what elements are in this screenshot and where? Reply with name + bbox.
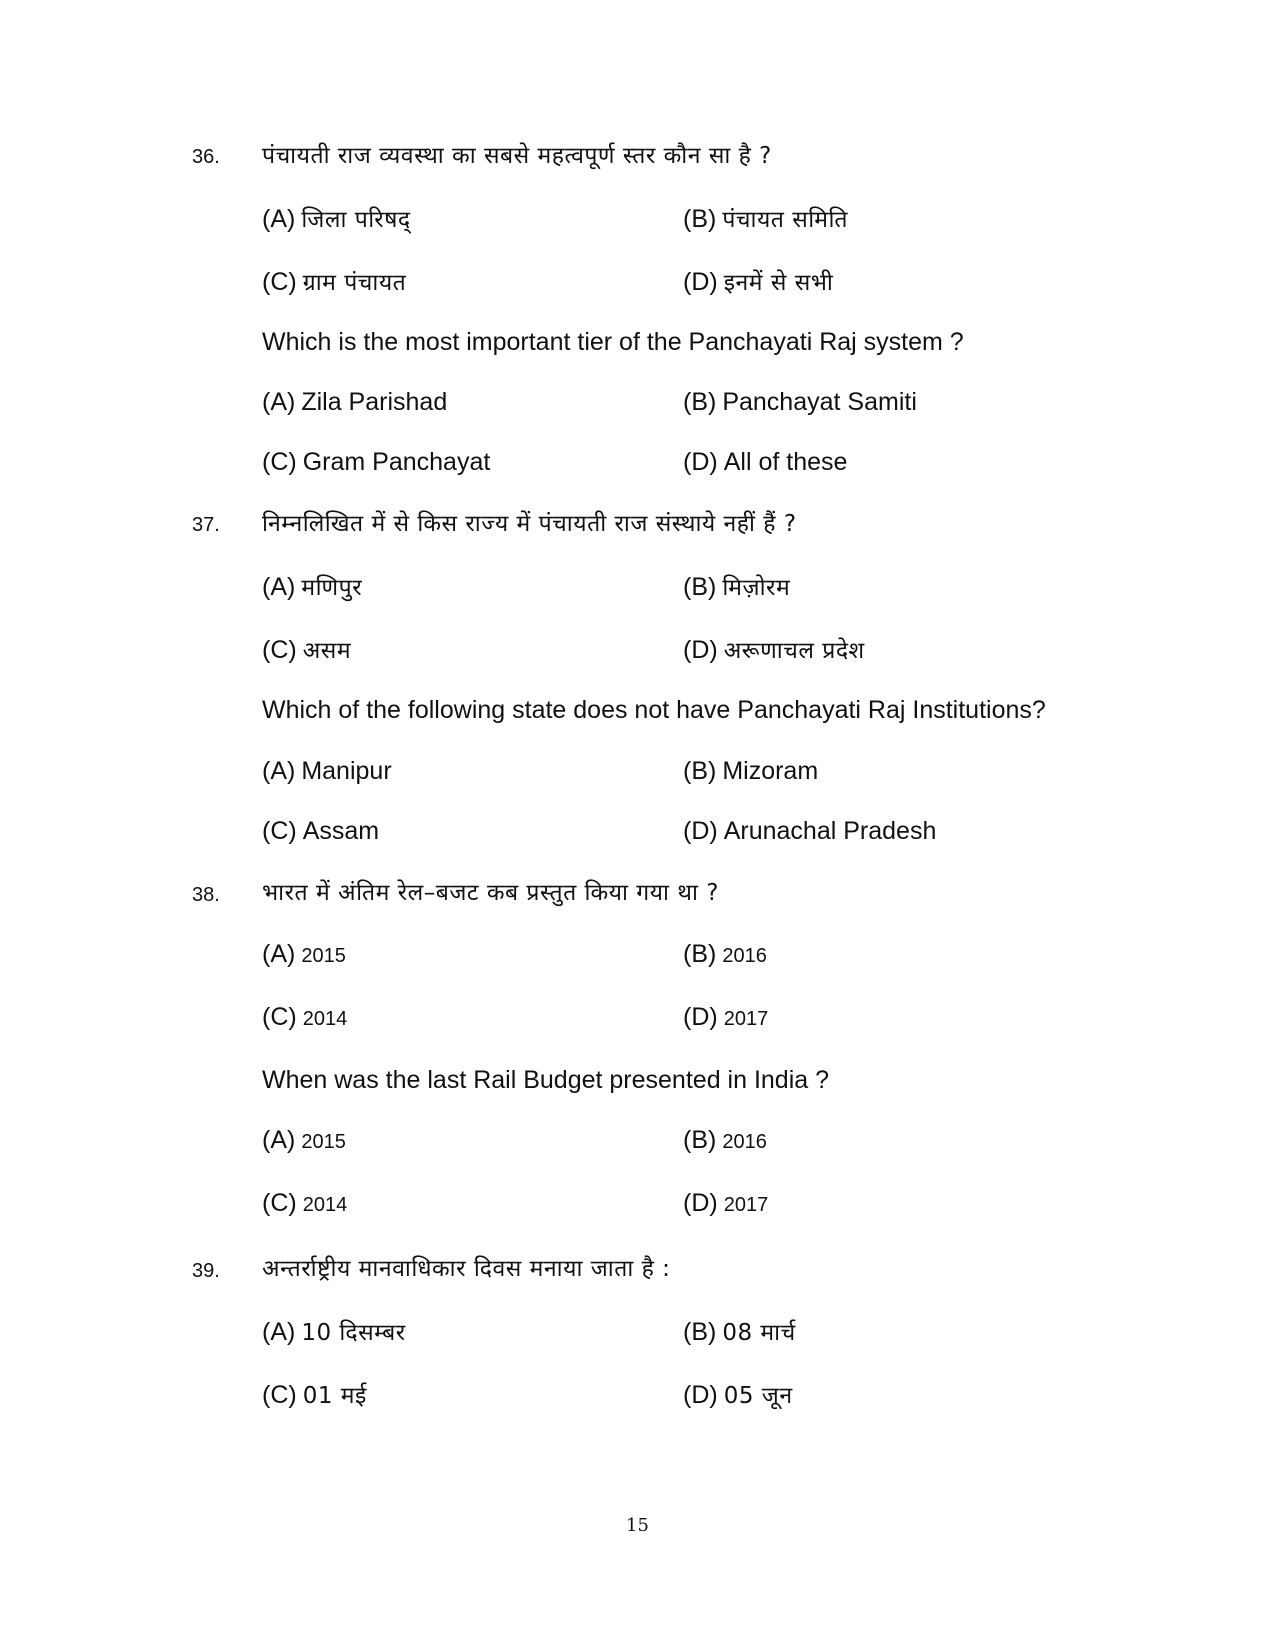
option-a-english: (A) Zila Parishad bbox=[262, 388, 448, 416]
option-b-english: (B) Panchayat Samiti bbox=[683, 388, 917, 416]
option-b-english: (B) 2016 bbox=[683, 1126, 767, 1154]
option-d-hindi: (D) अरूणाचल प्रदेश bbox=[683, 636, 865, 664]
option-d-hindi: (D) इनमें से सभी bbox=[683, 268, 834, 296]
option-c-english: (C) 2014 bbox=[262, 1189, 348, 1217]
page-number: 15 bbox=[626, 1515, 649, 1536]
option-b-hindi: (B) 08 मार्च bbox=[683, 1318, 796, 1346]
option-d-english: (D) Arunachal Pradesh bbox=[683, 817, 937, 845]
option-a-hindi: (A) जिला परिषद् bbox=[262, 205, 411, 233]
option-b-hindi: (B) 2016 bbox=[683, 940, 767, 968]
option-d-english: (D) 2017 bbox=[683, 1189, 769, 1217]
question-text-hindi: पंचायती राज व्यवस्था का सबसे महत्वपूर्ण स्तर कौन सा है ? bbox=[262, 143, 772, 169]
question-text-hindi: अन्तर्राष्ट्रीय मानवाधिकार दिवस मनाया जाता है : bbox=[262, 1256, 671, 1282]
option-c-hindi: (C) 2014 bbox=[262, 1003, 348, 1031]
question-number: 37. bbox=[192, 514, 220, 536]
question-text-english: Which of the following state does not have Panchayati Raj Institutions? bbox=[262, 696, 1046, 724]
option-b-english: (B) Mizoram bbox=[683, 757, 819, 785]
option-c-english: (C) Assam bbox=[262, 817, 380, 845]
question-text-hindi: निम्नलिखित में से किस राज्य में पंचायती राज संस्थाये नहीं हैं ? bbox=[262, 511, 797, 537]
option-d-hindi: (D) 2017 bbox=[683, 1003, 769, 1031]
option-a-hindi: (A) मणिपुर bbox=[262, 573, 363, 601]
option-c-hindi: (C) असम bbox=[262, 636, 352, 664]
option-a-english: (A) Manipur bbox=[262, 757, 392, 785]
question-number: 39. bbox=[192, 1260, 220, 1282]
option-b-hindi: (B) मिज़ोरम bbox=[683, 573, 791, 601]
question-number: 38. bbox=[192, 884, 220, 906]
option-a-hindi: (A) 10 दिसम्बर bbox=[262, 1318, 406, 1346]
option-c-english: (C) Gram Panchayat bbox=[262, 448, 491, 476]
option-a-english: (A) 2015 bbox=[262, 1126, 346, 1154]
question-text-english: Which is the most important tier of the Panchayati Raj system ? bbox=[262, 328, 964, 356]
question-text-english: When was the last Rail Budget presented in India ? bbox=[262, 1066, 830, 1094]
option-c-hindi: (C) ग्राम पंचायत bbox=[262, 268, 407, 296]
question-number: 36. bbox=[192, 146, 220, 168]
option-d-hindi: (D) 05 जून bbox=[683, 1381, 793, 1409]
option-a-hindi: (A) 2015 bbox=[262, 940, 346, 968]
option-b-hindi: (B) पंचायत समिति bbox=[683, 205, 849, 233]
option-c-hindi: (C) 01 मई bbox=[262, 1381, 367, 1409]
question-text-hindi: भारत में अंतिम रेल–बजट कब प्रस्तुत किया गया था ? bbox=[262, 880, 719, 906]
option-d-english: (D) All of these bbox=[683, 448, 848, 476]
